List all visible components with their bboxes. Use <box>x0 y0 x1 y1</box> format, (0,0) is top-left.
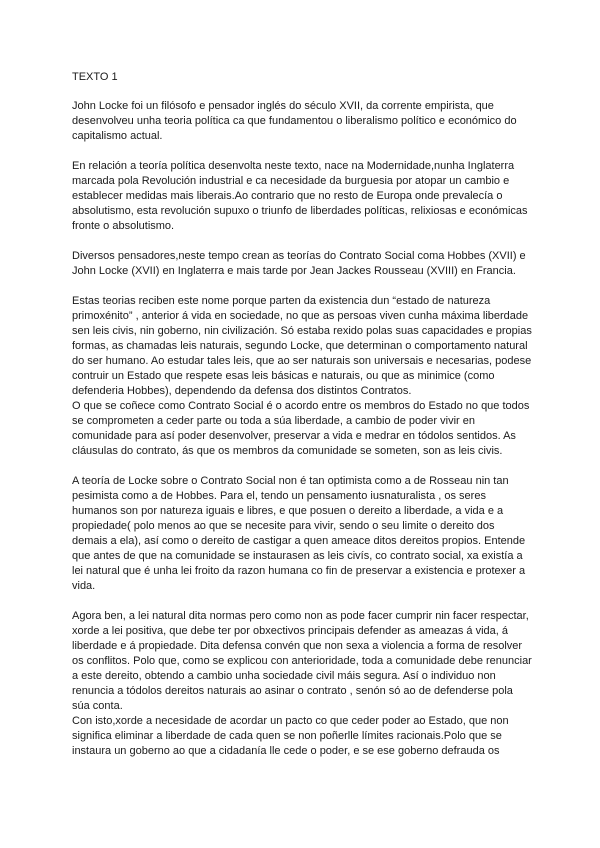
paragraph-locke-theory: A teoría de Locke sobre o Contrato Social non é tan optimista como a de Rosseau nin tan pesimista como a de Hobbes. Para el, tendo un pensamento iusnaturalista , os seres humanos son por natureza iguais e libres, e que posuen o dereito a liberdade, a vida e a propiedade( polo menos ao que se necesite para vivir, sendo o seu limite o dereito dos demais a ela), así como o dereito de castigar a quen ameace ditos dereitos propios. Entende que antes de que na comunidade se instaurasen as leis civís, co contrato social, xa existía a lei natural que é unha lei froito da razon humana co fin de preservar a existencia e protexer a vida. <box>72 475 526 592</box>
paragraph-intro: John Locke foi un filósofo e pensador inglés do século XVII, da corrente empirista, que desenvolveu unha teoria política ca que fundamentou o liberalismo político e económico do capitalismo actual. <box>72 100 517 142</box>
paragraph-natural-state: Estas teorias reciben este nome porque parten da existencia dun “estado de natureza primoxénito” , anterior á vida en sociedade, no que as persoas viven cunha máxima liberdade sen leis civis, nin goberno, nin civilización. Só estaba rexido polas suas capacidades e propias formas, as chamadas leis naturais, segundo Locke, que determinan o comportamento natural do ser humano. Ao estudar tales leis, que ao ser naturais son universais e necesarias, podese contruir un Estado que respete esas leis básicas e naturais, ou que as minimice (como defenderia Hobbes), dependendo da defensa dos distintos Contratos. <box>72 295 532 397</box>
document-page <box>72 70 532 759</box>
paragraph-context: En relación a teoría política desenvolta neste texto, nace na Modernidade,nunha Inglaterra marcada pola Revolución industrial e ca necesidade da burguesia por atopar un cambio e establecer medidas mais liberais.Ao contrario que no resto de Europa onde prevalecía o absolutismo, esta revolución supuxo o triunfo de liberdades políticas, relixiosas e económicas fronte o absolutismo. <box>72 160 528 232</box>
paragraph-social-contract: O que se coñece como Contrato Social é o acordo entre os membros do Estado no que todos se comprometen a ceder parte ou toda a súa liberdade, a cambio de poder vivir en comunidade para así poder desenvolver, preservar a vida e medrar en tódolos sentidos. As cláusulas do contrato, ás que os membros da comunidade se someten, son as leis civis. <box>72 400 530 457</box>
paragraph-positive-law: Agora ben, a lei natural dita normas pero como non as pode facer cumprir nin facer respectar, xorde a lei positiva, que debe ter por obxectivos principais defender as ameazas á vida, á liberdade e á propiedade. Dita defensa convén que non sexa a violencia a forma de resolver os conflitos. Polo que, como se explicou con anterioridade, toda a comunidade debe renunciar a este dereito, obtendo a cambio unha sociedade civil máis segura. Así o individuo non renuncia a tódolos dereitos naturais ao asinar o contrato , senón só ao de defenderse pola súa conta. <box>72 610 532 712</box>
document-title: TEXTO 1 <box>72 71 118 83</box>
paragraph-thinkers: Diversos pensadores,neste tempo crean as teorías do Contrato Social coma Hobbes (XVII) e John Locke (XVII) en Inglaterra e mais tarde por Jean Jackes Rousseau (XVIII) en Francia. <box>72 250 526 277</box>
paragraph-pact: Con isto,xorde a necesidade de acordar un pacto co que ceder poder ao Estado, que non significa eliminar a liberdade de cada quen se non poñerlle límites racionais.Polo que se instaura un goberno ao que a cidadanía lle cede o poder, e se ese goberno defrauda os <box>72 715 509 757</box>
